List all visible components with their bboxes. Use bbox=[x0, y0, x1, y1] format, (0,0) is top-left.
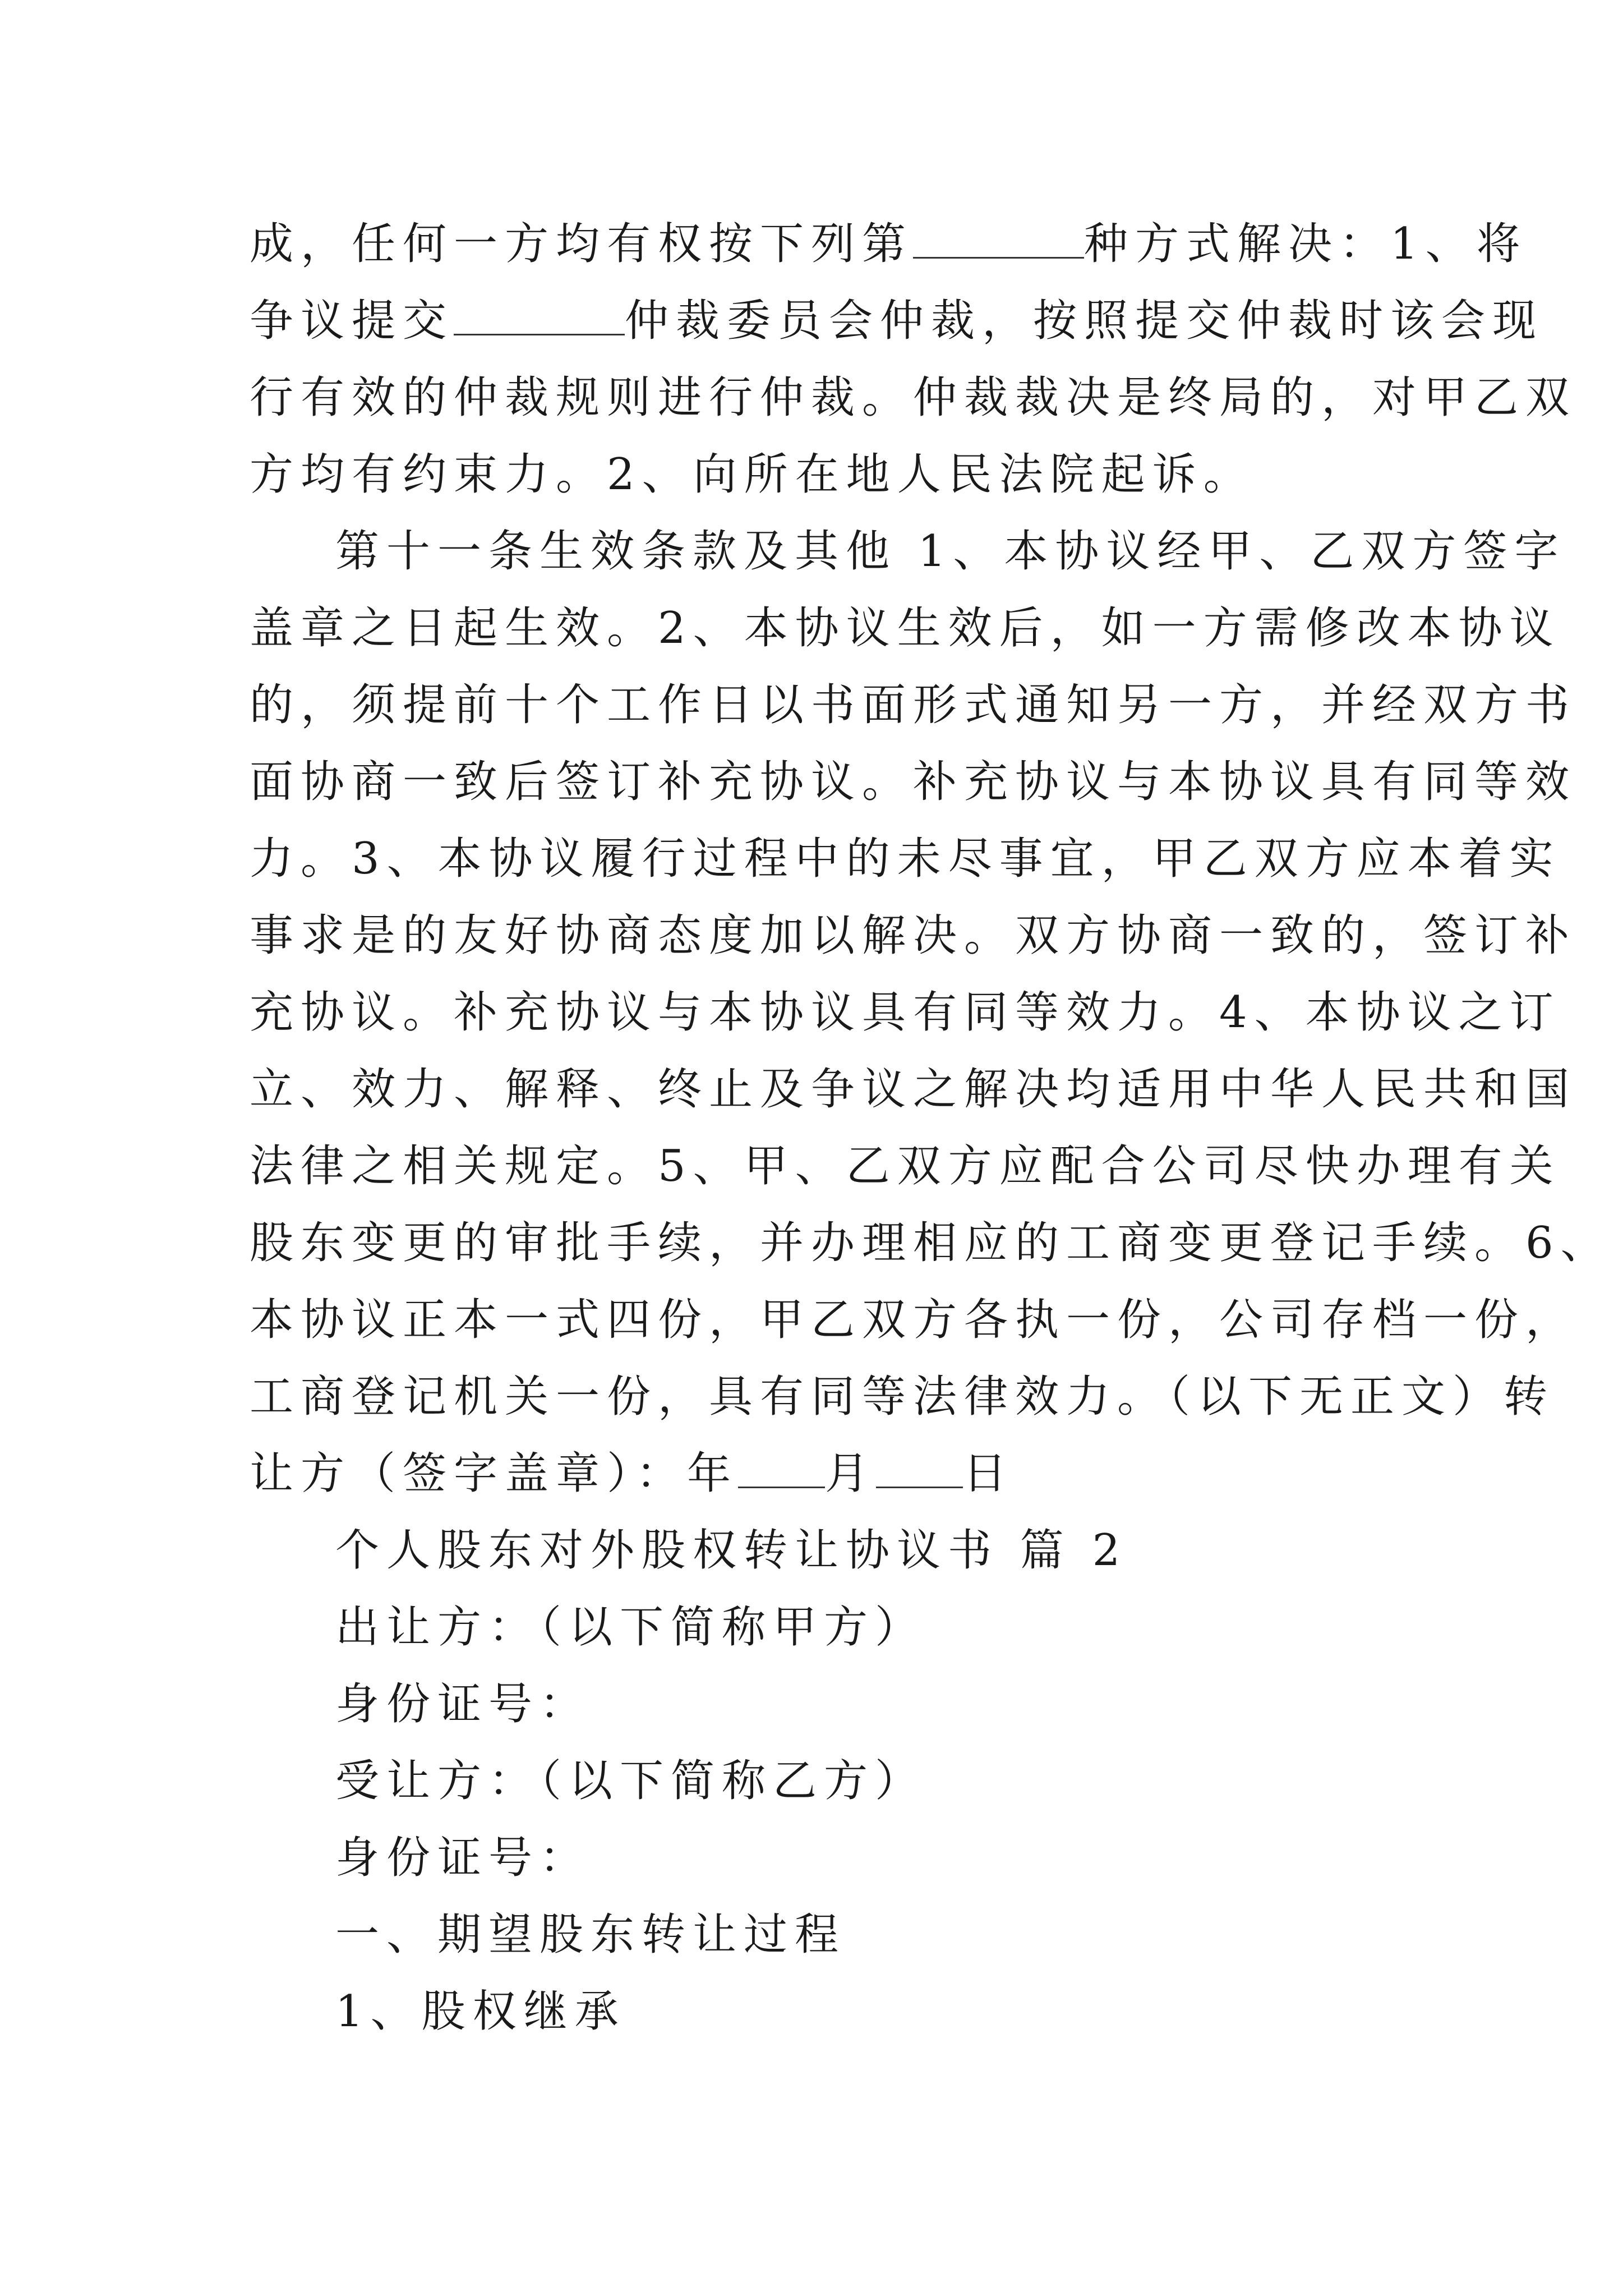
text-line-2 bbox=[250, 293, 1543, 349]
text-segment: 仲裁委员会仲裁，按照提交仲裁时该会现 bbox=[625, 296, 1544, 346]
blank-field bbox=[738, 1447, 825, 1488]
text-line-10: 事求是的友好协商态度加以解决。双方协商一致的，签订补 bbox=[250, 910, 1577, 961]
text-segment: 种方式解决：1、将 bbox=[1084, 219, 1528, 269]
text-line-13: 法律之相关规定。5、甲、乙双方应配合公司尽快办理有关 bbox=[250, 1141, 1561, 1191]
blank-field bbox=[876, 1447, 963, 1488]
text-line-3: 行有效的仲裁规则进行仲裁。仲裁裁决是终局的，对甲乙双 bbox=[250, 372, 1577, 423]
text-line-12: 立、效力、解释、终止及争议之解决均适用中华人民共和国 bbox=[250, 1064, 1577, 1115]
text-line-1 bbox=[250, 216, 1528, 272]
text-line-8: 面协商一致后签订补充协议。补充协议与本协议具有同等效 bbox=[250, 757, 1577, 807]
text-segment: 成，任何一方均有权按下列第 bbox=[250, 219, 914, 269]
text-line-4: 方均有约束力。2、向所在地人民法院起诉。 bbox=[250, 449, 1255, 500]
text-line-transferor: 出让方：（以下简称甲方） bbox=[335, 1602, 926, 1653]
text-line-6: 盖章之日起生效。2、本协议生效后，如一方需修改本协议 bbox=[250, 603, 1561, 654]
blank-field bbox=[913, 218, 1084, 259]
text-line-15: 本协议正本一式四份，甲乙双方各执一份，公司存档一份， bbox=[250, 1295, 1577, 1345]
text-line-5: 第十一条生效条款及其他 1、本协议经甲、乙双方签字 bbox=[335, 526, 1566, 577]
text-line-16: 工商登记机关一份，具有同等法律效力。（以下无正文）转 bbox=[250, 1372, 1555, 1422]
text-segment: 让方（签字盖章）：年 bbox=[250, 1448, 739, 1499]
text-line-id-1: 身份证号： bbox=[335, 1679, 591, 1729]
text-line-id-2: 身份证号： bbox=[335, 1833, 591, 1883]
text-line-7: 的，须提前十个工作日以书面形式通知另一方，并经双方书 bbox=[250, 680, 1577, 730]
text-line-14: 股东变更的审批手续，并办理相应的工商变更登记手续。6、 bbox=[250, 1218, 1612, 1268]
text-segment: 争议提交 bbox=[250, 296, 454, 346]
text-line-heading-1: 一、期望股东转让过程 bbox=[335, 1910, 846, 1960]
section-title: 个人股东对外股权转让协议书 篇 2 bbox=[335, 1525, 1128, 1576]
text-segment: 月 bbox=[825, 1448, 877, 1499]
text-line-9: 力。3、本协议履行过程中的未尽事宜，甲乙双方应本着实 bbox=[250, 834, 1561, 884]
text-line-11: 充协议。补充协议与本协议具有同等效力。4、本协议之订 bbox=[250, 987, 1561, 1038]
text-line-17 bbox=[250, 1446, 1014, 1502]
text-line-item-1: 1、股权继承 bbox=[335, 1986, 626, 2037]
blank-field bbox=[454, 295, 625, 335]
text-segment: 日 bbox=[963, 1448, 1015, 1499]
text-line-transferee: 受让方：（以下简称乙方） bbox=[335, 1756, 926, 1806]
